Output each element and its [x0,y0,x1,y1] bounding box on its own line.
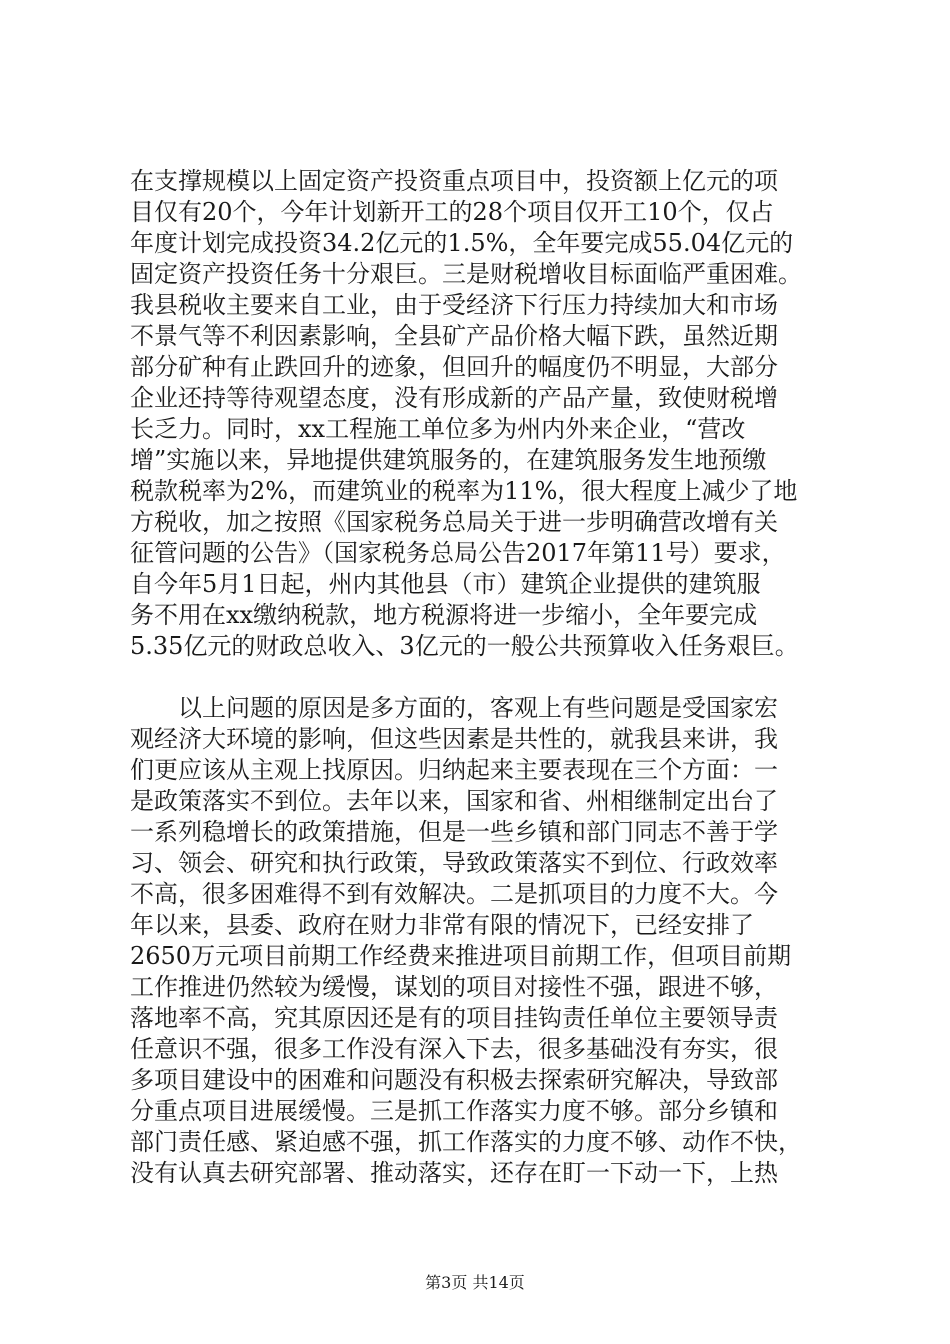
text-line: 不景气等不利因素影响，全县矿产品价格大幅下跌，虽然近期 [130,322,778,350]
text-line: 任意识不强，很多工作没有深入下去，很多基础没有夯实，很 [130,1035,778,1063]
text-line: 目仅有20个，今年计划新开工的28个项目仅开工10个，仅占 [130,198,774,226]
text-line: 增”实施以来，异地提供建筑服务的，在建筑服务发生地预缴 [130,446,767,474]
text-line: 税款税率为2%，而建筑业的税率为11%，很大程度上减少了地 [130,477,798,505]
text-line: 在支撑规模以上固定资产投资重点项目中，投资额上亿元的项 [130,167,778,195]
text-line: 2650万元项目前期工作经费来推进项目前期工作，但项目前期 [130,942,792,970]
text-line: 我县税收主要来自工业，由于受经济下行压力持续加大和市场 [130,291,778,319]
document-body [130,166,820,1189]
text-line: 征管问题的公告》（国家税务总局公告2017年第11号）要求， [130,539,786,567]
text-line: 自今年5月1日起，州内其他县（市）建筑企业提供的建筑服 [130,570,761,598]
paragraph-1 [130,166,820,662]
text-line: 落地率不高，究其原因还是有的项目挂钩责任单位主要领导责 [130,1004,778,1032]
text-line: 观经济大环境的影响，但这些因素是共性的，就我县来讲，我 [130,725,778,753]
text-line: 是政策落实不到位。去年以来，国家和省、州相继制定出台了 [130,787,778,815]
text-line: 务不用在xx缴纳税款，地方税源将进一步缩小，全年要完成 [130,601,758,629]
text-line: 年度计划完成投资34.2亿元的1.5%，全年要完成55.04亿元的 [130,229,794,257]
text-line: 方税收，加之按照《国家税务总局关于进一步明确营改增有关 [130,508,778,536]
text-line: 们更应该从主观上找原因。归纳起来主要表现在三个方面：一 [130,756,778,784]
text-line: 部分矿种有止跌回升的迹象，但回升的幅度仍不明显，大部分 [130,353,778,381]
text-line-indented: 以上问题的原因是多方面的，客观上有些问题是受国家宏 [178,694,778,722]
paragraph-2 [130,693,820,1189]
text-line: 一系列稳增长的政策措施，但是一些乡镇和部门同志不善于学 [130,818,778,846]
text-line: 分重点项目进展缓慢。三是抓工作落实力度不够。部分乡镇和 [130,1097,778,1125]
text-line: 工作推进仍然较为缓慢，谋划的项目对接性不强，跟进不够， [130,973,778,1001]
text-line: 不高，很多困难得不到有效解决。二是抓项目的力度不大。今 [130,880,778,908]
page-number-footer: 第3页 共14页 [425,1273,525,1292]
text-line: 长乏力。同时，xx工程施工单位多为州内外来企业，“营改 [130,415,746,443]
text-line: 部门责任感、紧迫感不强，抓工作落实的力度不够、动作不快， [130,1128,802,1156]
text-line: 习、领会、研究和执行政策，导致政策落实不到位、行政效率 [130,849,778,877]
text-line: 没有认真去研究部署、推动落实，还存在盯一下动一下，上热 [130,1159,778,1187]
text-line: 企业还持等待观望态度，没有形成新的产品产量，致使财税增 [130,384,778,412]
text-line: 5.35亿元的财政总收入、3亿元的一般公共预算收入任务艰巨。 [130,632,799,660]
text-line: 年以来，县委、政府在财力非常有限的情况下，已经安排了 [130,911,754,939]
paragraph-gap [130,662,820,693]
text-line: 固定资产投资任务十分艰巨。三是财税增收目标面临严重困难。 [130,260,802,288]
text-line: 多项目建设中的困难和问题没有积极去探索研究解决，导致部 [130,1066,778,1094]
